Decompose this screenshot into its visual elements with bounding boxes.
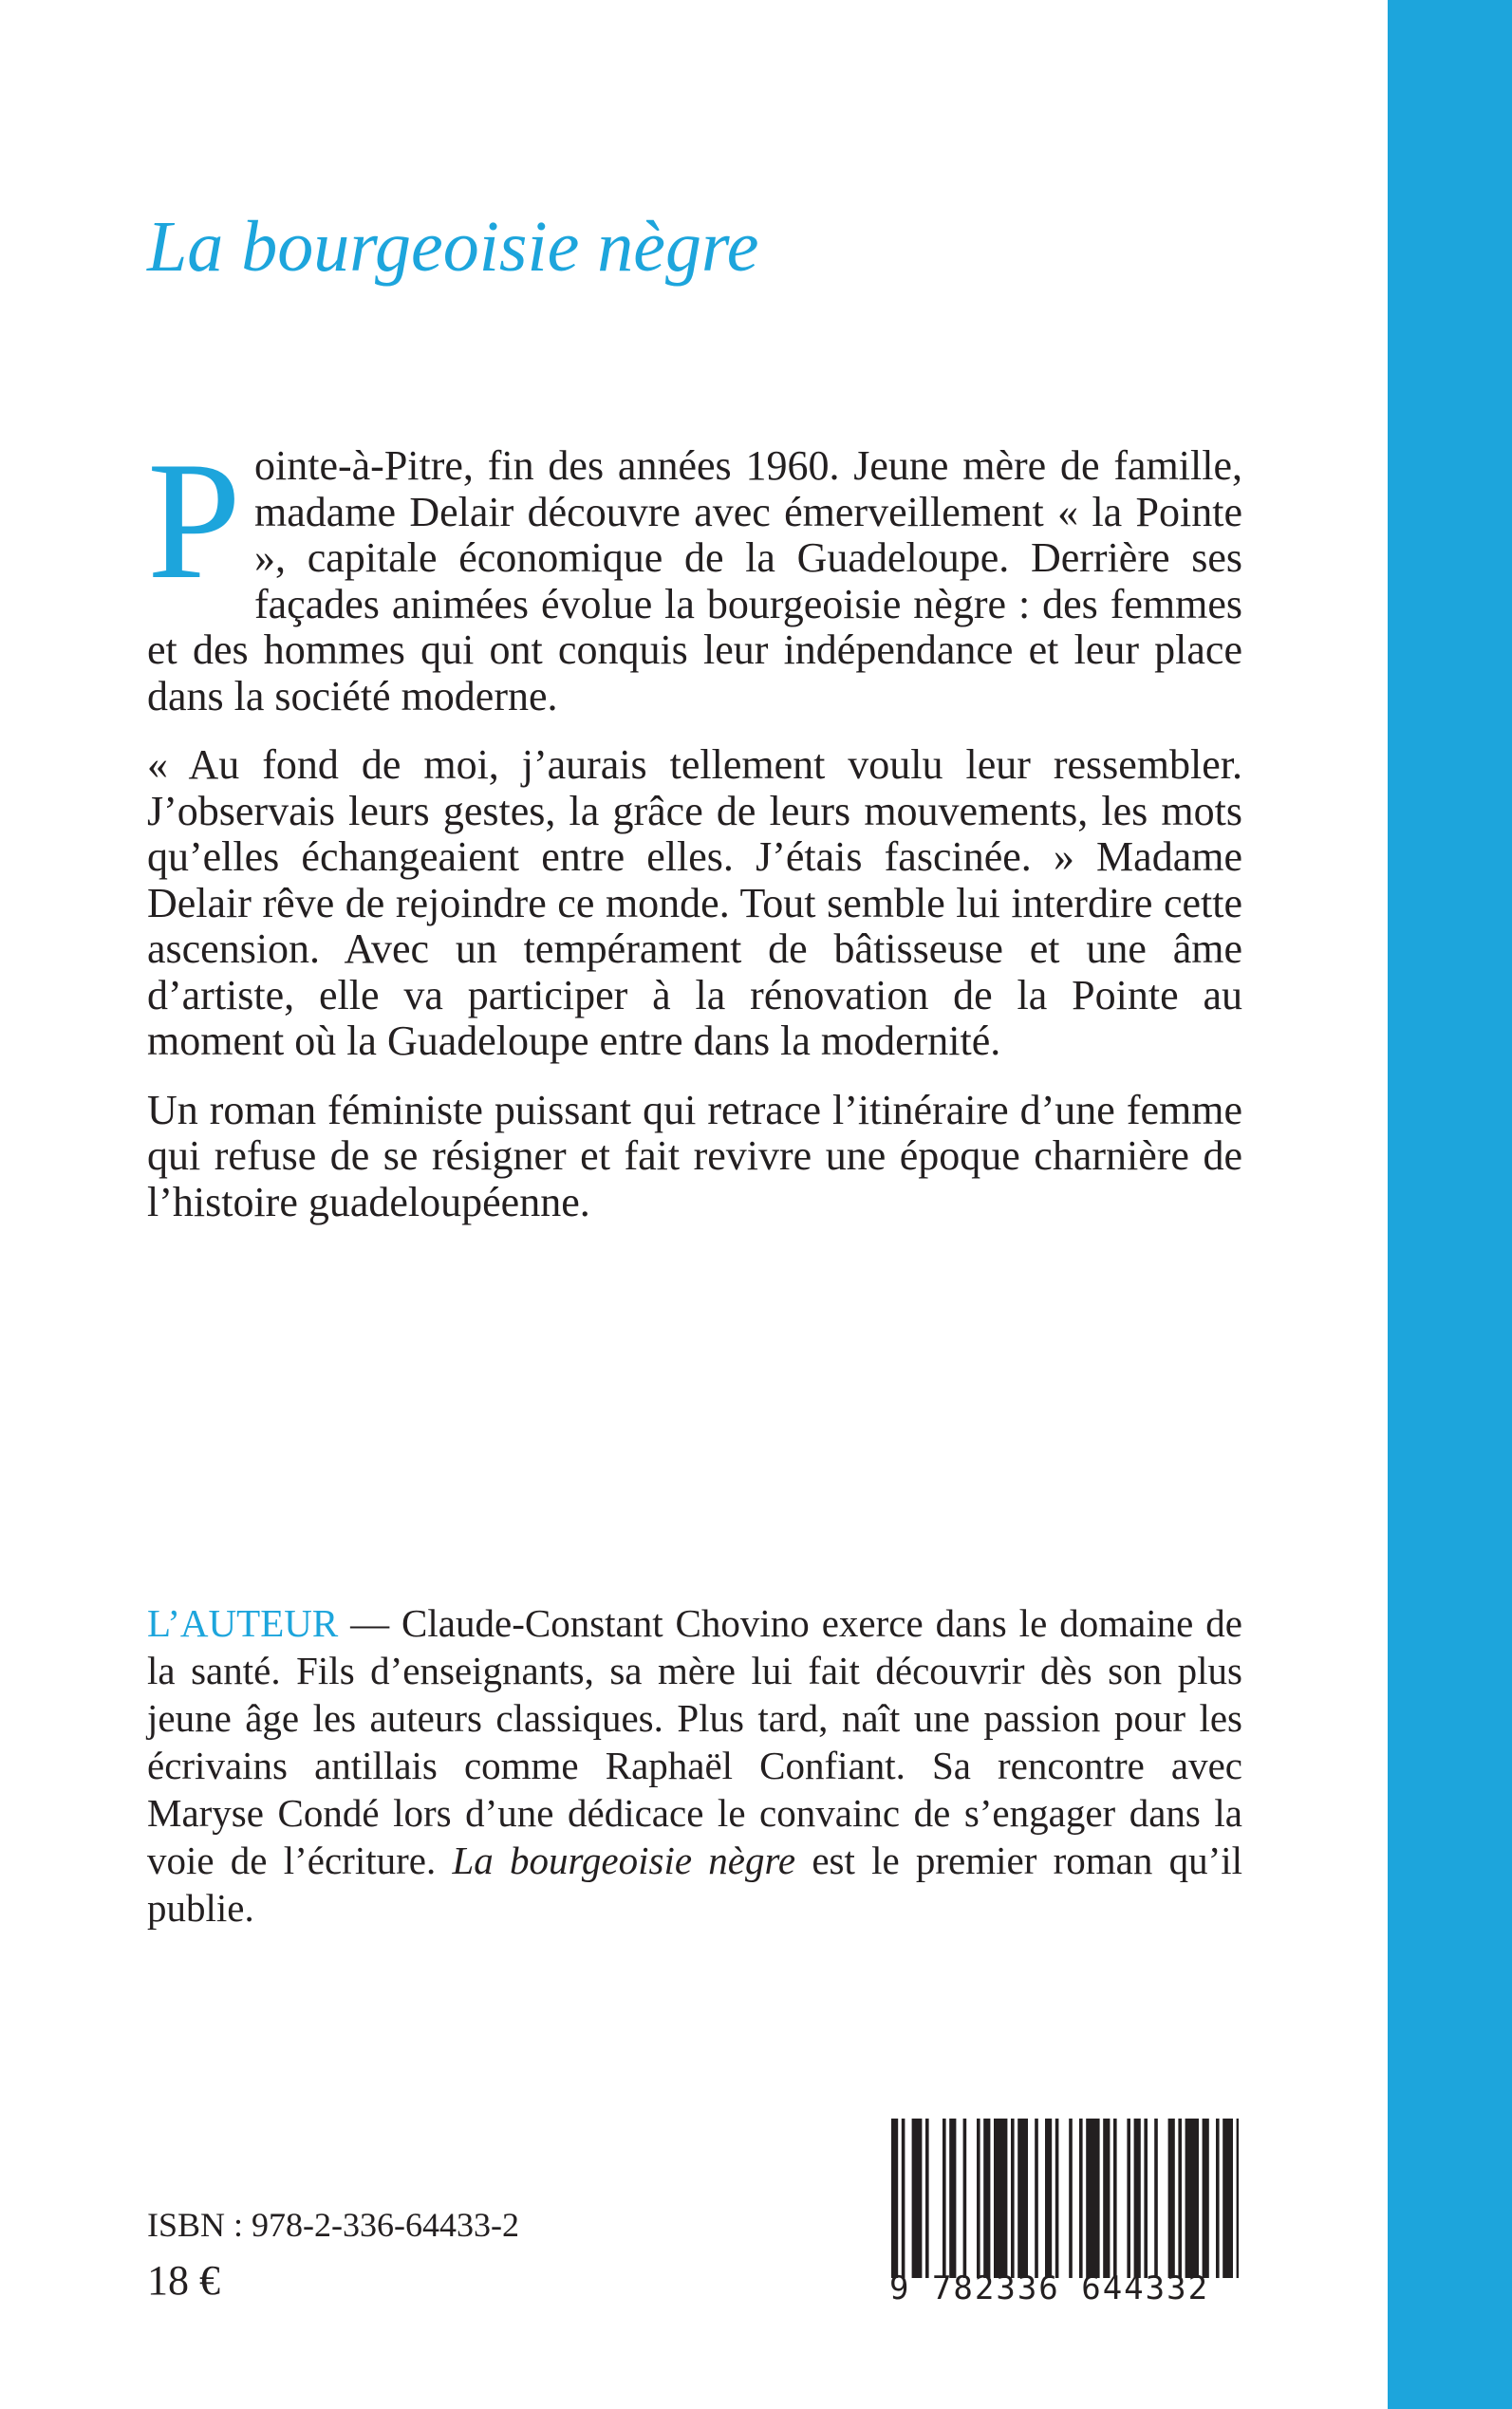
summary-intro-text: ointe-à-Pitre, fin des années 1960. Jeune mère de famille, madame Delair découvre avec émerveillement « la Pointe », capitale économique de la Guadeloupe. Derrière ses façades animées évolue la bourgeoisie nègre : des femmes et des hommes qui ont conquis leur indépendance et leur place dans la société moderne. [147,442,1242,719]
barcode-bar [1237,2119,1239,2278]
barcode-bar [1079,2119,1083,2278]
barcode-bar [1154,2119,1158,2278]
author-bio-text-end: est le premier roman qu’il publie. [147,1839,1243,1930]
summary-intro-paragraph [147,426,1242,719]
barcode-bar [943,2119,946,2278]
barcode-bar [1216,2119,1220,2278]
book-title: La bourgeoisie nègre [147,207,759,287]
barcode-bar [1045,2119,1052,2278]
barcode-bar [1017,2119,1028,2278]
barcode-bar [1134,2119,1141,2278]
barcode-bar [983,2119,990,2278]
barcode-digits: 9 782336 644332 [889,2269,1210,2307]
barcode-bar [1144,2119,1148,2278]
back-cover-summary [147,426,1242,1225]
barcode-bar [925,2119,929,2278]
author-bio-text-start: — Claude-Constant Chovino exerce dans le domaine de la santé. Fils d’enseignants, sa mère lui fait découvrir dès son plus jeune âge les auteurs classiques. Plus tard, naît une passion pour les écrivains antillais comme Raphaël Confiant. Sa rencontre avec Maryse Condé lors d’une dédicace le convainc de s’engager dans la voie de l’écriture. [147,1601,1242,1882]
author-bio-book-title: La bourgeoisie nègre [452,1839,796,1882]
barcode-bar [1035,2119,1038,2278]
side-color-band [1388,0,1512,2409]
barcode-bar [891,2119,898,2278]
drop-cap-letter: P [147,426,241,614]
barcode-bar [912,2119,923,2278]
barcode-bar [963,2119,967,2278]
author-label: L’AUTEUR [147,1601,339,1645]
barcode-bar [1223,2119,1233,2278]
barcode-bar [1168,2119,1175,2278]
author-bio [147,1599,1242,1932]
barcode-bar [977,2119,980,2278]
barcode-bar [1113,2119,1117,2278]
author-bio-paragraph [147,1599,1242,1932]
isbn-number: ISBN : 978-2-336-64433-2 [147,2206,519,2244]
barcode-bar [902,2119,905,2278]
barcode-bar [1203,2119,1209,2278]
barcode-bar [1055,2119,1059,2278]
barcode-bar [1178,2119,1182,2278]
barcode-bar [949,2119,956,2278]
barcode-bar [1185,2119,1199,2278]
summary-closing-paragraph: Un roman féministe puissant qui retrace l’itinéraire d’une femme qui refuse de se résigner et fait revivre une époque charnière de l’histoire guadeloupéenne. [147,1086,1242,1225]
barcode-bar [1011,2119,1015,2278]
barcode-bar [1127,2119,1130,2278]
summary-quote-paragraph: « Au fond de moi, j’aurais tellement voulu leur ressembler. J’observais leurs gestes, la grâce de leurs mouvements, les mots qu’elles échangeaient entre elles. J’étais fascinée. » Madame Delair rêve de rejoindre ce monde. Tout semble lui interdire cette ascension. Avec un tempérament de bâtisseuse et une âme d’artiste, elle va participer à la rénovation de la Pointe au moment où la Guadeloupe entre dans la modernité. [147,741,1242,1064]
barcode-bars-icon [887,2119,1242,2278]
barcode-bar [994,2119,1007,2278]
barcode-bar [1086,2119,1099,2278]
barcode-bar [1103,2119,1110,2278]
barcode-bar [1069,2119,1073,2278]
price: 18 € [147,2257,220,2304]
